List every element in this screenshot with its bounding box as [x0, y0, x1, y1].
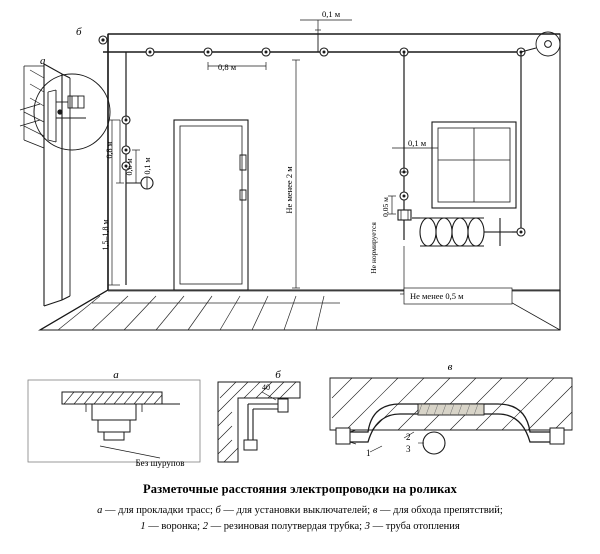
door: [174, 120, 248, 290]
detail-v-item-3: 3: [406, 444, 411, 454]
left-side-wall: [24, 64, 70, 306]
label-panel-a: а: [40, 55, 46, 67]
legend-item-2-text: — резиновая полутвердая трубка;: [207, 521, 365, 532]
legend-a-text: — для прокладки трасс;: [102, 505, 216, 516]
window: [432, 122, 516, 208]
legend-item-3-label: 3: [364, 521, 370, 532]
back-wall: [108, 34, 560, 290]
figure-legend-line-2: [0, 521, 600, 532]
detail-circle-a: [34, 74, 110, 150]
legend-v-label: в: [372, 505, 378, 516]
legend-item-1-text: — воронка;: [145, 521, 203, 532]
detail-a-contents: [20, 90, 86, 142]
detail-view-v: [330, 378, 572, 454]
legend-b-text: — для установки выключателей;: [220, 505, 373, 516]
legend-v-text: — для обхода препятствий;: [377, 505, 503, 516]
label-ceiling-clearance: Не менее 2 м: [284, 166, 294, 214]
detail-v-item-2: 2: [406, 432, 411, 442]
detail-v-item-1: 1: [366, 448, 371, 458]
detail-a-label: а: [113, 369, 119, 381]
figure-legend-line-1: [0, 505, 600, 516]
label-right-top-dim: 0,1 м: [408, 138, 427, 148]
legend-item-3-text: — труба отопления: [369, 521, 460, 532]
label-top-dim: 0,1 м: [322, 9, 341, 19]
roller-column-left: [122, 116, 153, 189]
label-switch-dim-3: 0,6 м: [125, 158, 134, 176]
floor-left-edge: [40, 290, 108, 330]
label-panel-b: б: [76, 26, 82, 38]
figure-title: Разметочные расстояния электропроводки на роликах: [143, 482, 457, 496]
legend-item-2-label: 2: [202, 521, 208, 532]
junction-box: [398, 210, 411, 220]
heating-pipe-coil: [412, 218, 512, 246]
detail-view-a: [28, 380, 200, 462]
label-pipe-clearance: 0,05 м: [381, 197, 390, 217]
detail-v-label: в: [447, 361, 453, 373]
label-switch-dim-1: 0,8 м: [105, 141, 114, 159]
dim-right-01: [392, 148, 438, 172]
detail-b-label: б: [275, 369, 281, 381]
label-no-norm: Не нормируется: [369, 222, 378, 274]
label-socket-height: 1,5–1,8 м: [101, 219, 110, 251]
label-switch-dim-2: 0,1 м: [143, 157, 152, 175]
label-spacing-dim: 0,8 м: [218, 62, 237, 72]
detail-b-note: 40: [262, 383, 270, 392]
legend-item-1-label: 1: [140, 521, 146, 532]
legend-b-label: б: [215, 505, 221, 516]
label-floor-clearance: Не менее 0,5 м: [410, 291, 464, 301]
legend-a-label: а: [97, 505, 103, 516]
detail-a-note: Без шурупов: [135, 458, 185, 468]
detail-view-b: [218, 382, 300, 462]
